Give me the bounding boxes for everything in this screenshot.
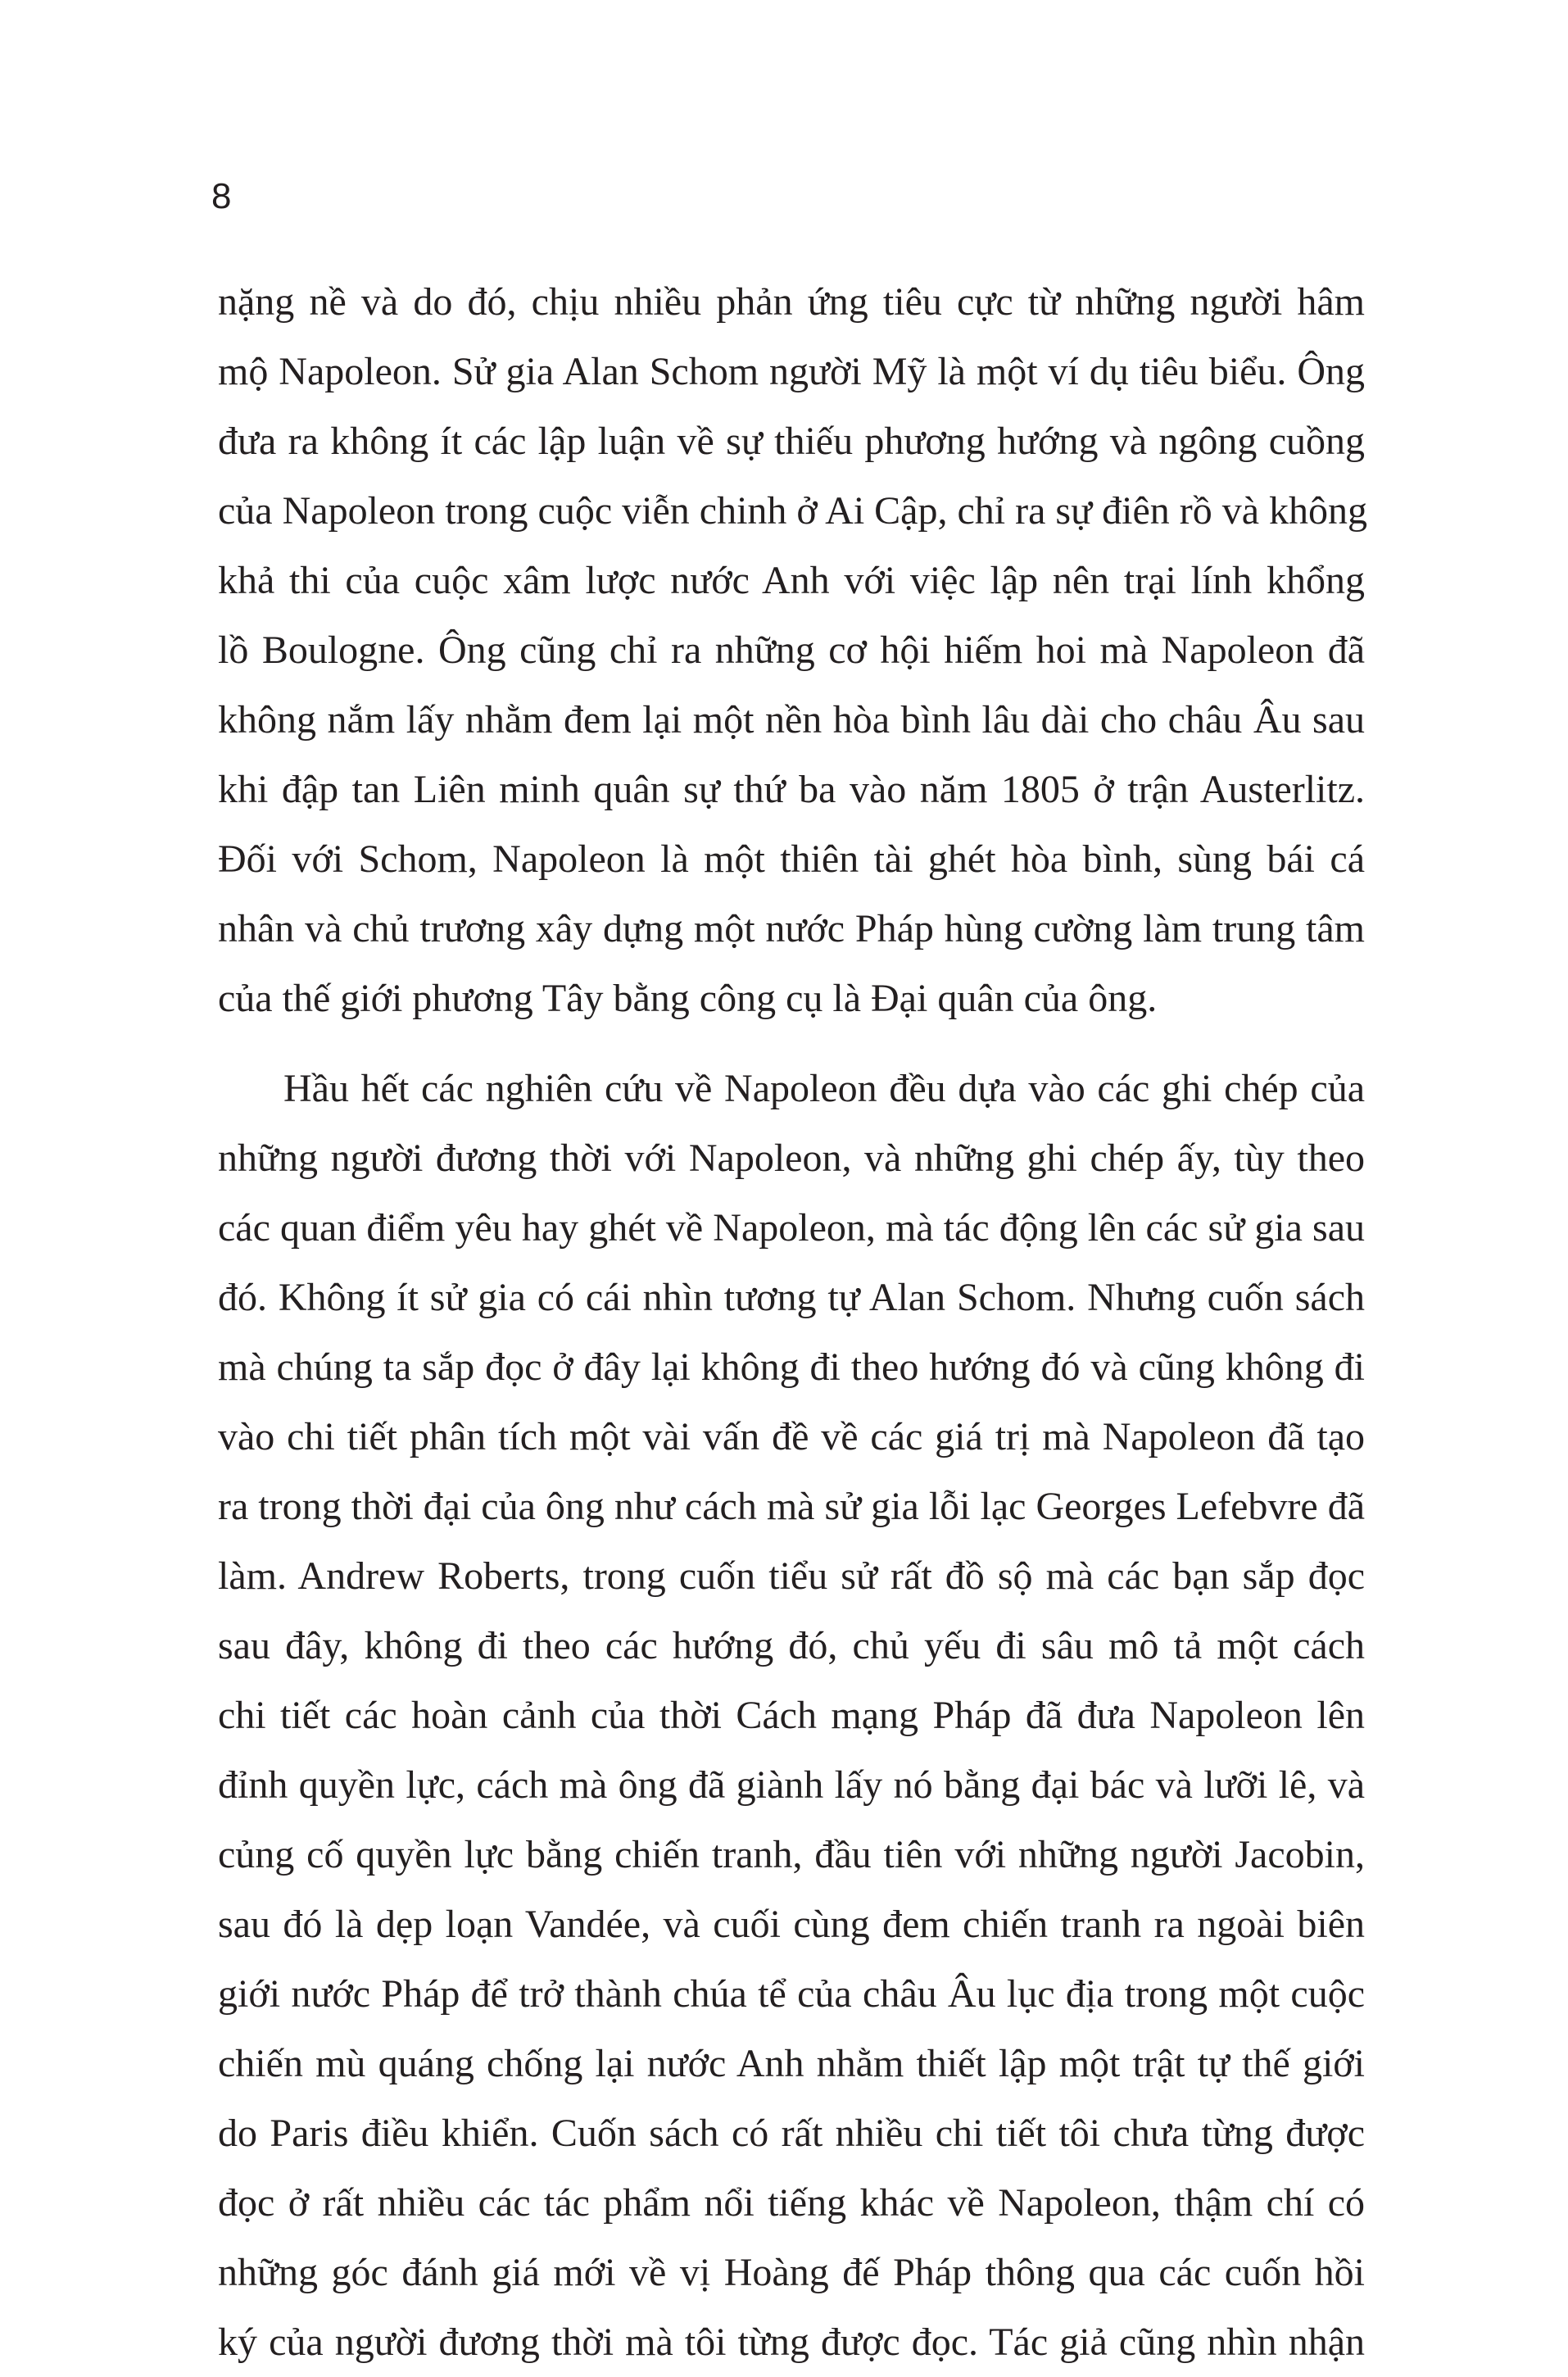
body-text (218, 267, 1368, 2377)
text-line: của thế giới phương Tây bằng công cụ là Đại quân của ông. (218, 977, 1158, 1020)
text-line: những người đương thời với Napoleon, và những ghi chép ấy, tùy theo (218, 1136, 1365, 1180)
text-line: sau đây, không đi theo các hướng đó, chủ yếu đi sâu mô tả một cách (218, 1624, 1365, 1667)
text-line: Hầu hết các nghiên cứu về Napoleon đều dựa vào các ghi chép của (283, 1067, 1365, 1110)
text-line: vào chi tiết phân tích một vài vấn đề về các giá trị mà Napoleon đã tạo (218, 1415, 1365, 1458)
text-line: do Paris điều khiển. Cuốn sách có rất nhiều chi tiết tôi chưa từng được (218, 2112, 1365, 2155)
text-line: chi tiết các hoàn cảnh của thời Cách mạng Pháp đã đưa Napoleon lên (218, 1694, 1365, 1737)
text-line: lồ Boulogne. Ông cũng chỉ ra những cơ hội hiếm hoi mà Napoleon đã (218, 628, 1365, 672)
text-line: ra trong thời đại của ông như cách mà sử gia lỗi lạc Georges Lefebvre đã (218, 1485, 1366, 1528)
text-line: đọc ở rất nhiều các tác phẩm nổi tiếng khác về Napoleon, thậm chí có (218, 2181, 1365, 2225)
text-line: đó. Không ít sử gia có cái nhìn tương tự Alan Schom. Nhưng cuốn sách (218, 1276, 1365, 1319)
text-line: giới nước Pháp để trở thành chúa tể của châu Âu lục địa trong một cuộc (218, 1972, 1365, 2016)
text-line: các quan điểm yêu hay ghét về Napoleon, mà tác động lên các sử gia sau (218, 1206, 1365, 1250)
text-line: mà chúng ta sắp đọc ở đây lại không đi theo hướng đó và cũng không đi (218, 1345, 1365, 1389)
text-line: củng cố quyền lực bằng chiến tranh, đầu tiên với những người Jacobin, (218, 1833, 1365, 1876)
paragraph-2 (218, 1054, 1365, 2377)
text-line: chiến mù quáng chống lại nước Anh nhằm thiết lập một trật tự thế giới (218, 2042, 1365, 2085)
text-line: ký của người đương thời mà tôi từng được đọc. Tác giả cũng nhìn nhận (218, 2320, 1365, 2364)
text-line: những góc đánh giá mới về vị Hoàng đế Pháp thông qua các cuốn hồi (218, 2251, 1365, 2294)
text-line: mộ Napoleon. Sử gia Alan Schom người Mỹ là một ví dụ tiêu biểu. Ông (218, 350, 1365, 393)
page-number: 8 (211, 176, 232, 216)
text-line: không nắm lấy nhằm đem lại một nền hòa bình lâu dài cho châu Âu sau (218, 698, 1365, 742)
text-line: nhân và chủ trương xây dựng một nước Pháp hùng cường làm trung tâm (218, 907, 1365, 950)
text-line: nặng nề và do đó, chịu nhiều phản ứng tiêu cực từ những người hâm (218, 280, 1365, 324)
text-line: khi đập tan Liên minh quân sự thứ ba vào năm 1805 ở trận Austerlitz. (218, 768, 1365, 811)
text-line: làm. Andrew Roberts, trong cuốn tiểu sử rất đồ sộ mà các bạn sắp đọc (218, 1554, 1365, 1598)
text-line: của Napoleon trong cuộc viễn chinh ở Ai Cập, chỉ ra sự điên rồ và không (218, 489, 1368, 533)
text-line: khả thi của cuộc xâm lược nước Anh với việc lập nên trại lính khổng (218, 559, 1365, 602)
text-line: đỉnh quyền lực, cách mà ông đã giành lấy nó bằng đại bác và lưỡi lê, và (218, 1763, 1365, 1807)
text-line: sau đó là dẹp loạn Vandée, và cuối cùng đem chiến tranh ra ngoài biên (218, 1903, 1365, 1946)
text-line: Đối với Schom, Napoleon là một thiên tài ghét hòa bình, sùng bái cá (218, 837, 1365, 881)
paragraph-1 (218, 267, 1368, 1033)
text-line: đưa ra không ít các lập luận về sự thiếu phương hướng và ngông cuồng (218, 420, 1365, 463)
